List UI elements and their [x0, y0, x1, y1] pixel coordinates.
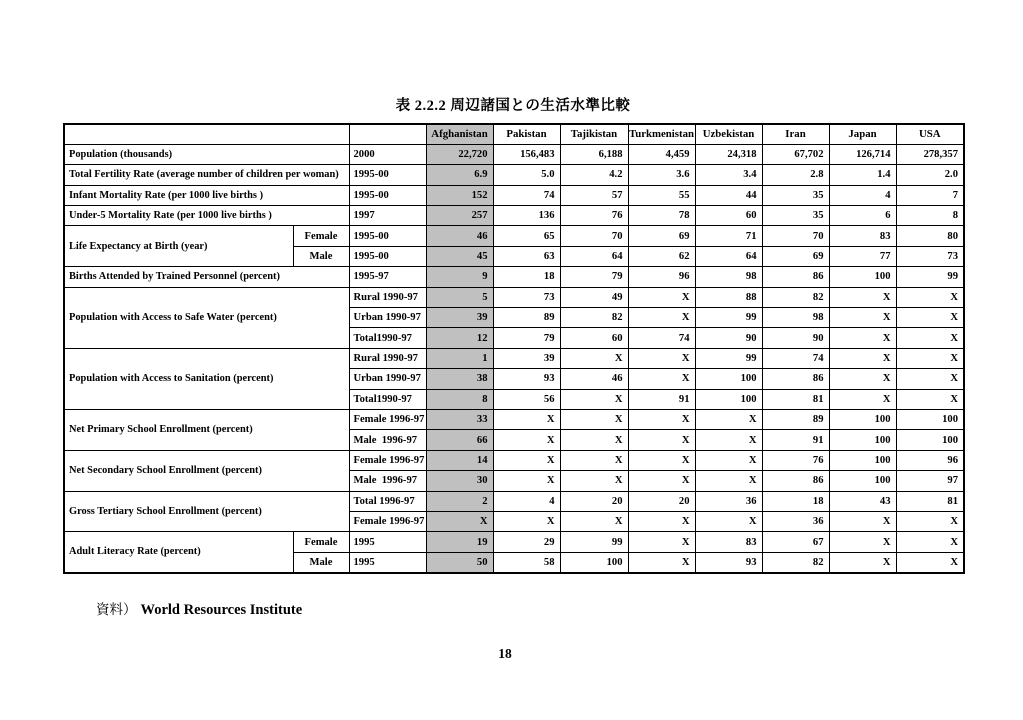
period-cell: Female 1996-97 — [349, 450, 426, 470]
value-cell-japan: 100 — [829, 450, 896, 470]
value-cell-uzbekistan: X — [695, 511, 762, 531]
header-empty-indicator-cell — [64, 124, 349, 144]
value-cell-japan: X — [829, 308, 896, 328]
country-header-uzbekistan: Uzbekistan — [695, 124, 762, 144]
value-cell-iran: 98 — [762, 308, 829, 328]
value-cell-afghanistan: 19 — [426, 532, 493, 552]
table-row — [64, 226, 964, 246]
value-cell-tajikistan: X — [560, 409, 628, 429]
value-cell-uzbekistan: 88 — [695, 287, 762, 307]
value-cell-usa: X — [896, 552, 964, 572]
country-header-usa: USA — [896, 124, 964, 144]
value-cell-tajikistan: 76 — [560, 206, 628, 226]
value-cell-japan: 100 — [829, 267, 896, 287]
indicator-cell: Total Fertility Rate (average number of children per woman) — [64, 165, 349, 185]
value-cell-pakistan: 74 — [493, 185, 560, 205]
value-cell-afghanistan: 152 — [426, 185, 493, 205]
value-cell-uzbekistan: X — [695, 409, 762, 429]
table-row — [64, 267, 964, 287]
value-cell-uzbekistan: 98 — [695, 267, 762, 287]
value-cell-japan: 1.4 — [829, 165, 896, 185]
period-cell: Rural 1990-97 — [349, 348, 426, 368]
value-cell-japan: X — [829, 287, 896, 307]
period-cell: Total 1996-97 — [349, 491, 426, 511]
value-cell-pakistan: X — [493, 430, 560, 450]
value-cell-afghanistan: X — [426, 511, 493, 531]
subcategory-cell: Female — [293, 532, 349, 552]
value-cell-iran: 81 — [762, 389, 829, 409]
value-cell-pakistan: 58 — [493, 552, 560, 572]
table-row — [64, 491, 964, 511]
value-cell-iran: 36 — [762, 511, 829, 531]
value-cell-usa: 81 — [896, 491, 964, 511]
value-cell-uzbekistan: 90 — [695, 328, 762, 348]
value-cell-iran: 35 — [762, 185, 829, 205]
period-cell: Total1990-97 — [349, 328, 426, 348]
value-cell-uzbekistan: X — [695, 471, 762, 491]
value-cell-pakistan: 56 — [493, 389, 560, 409]
value-cell-uzbekistan: X — [695, 450, 762, 470]
subcategory-cell: Male — [293, 246, 349, 266]
country-header-turkmenistan: Turkmenistan — [628, 124, 695, 144]
value-cell-turkmenistan: 74 — [628, 328, 695, 348]
value-cell-tajikistan: 46 — [560, 369, 628, 389]
value-cell-uzbekistan: 44 — [695, 185, 762, 205]
value-cell-usa: 7 — [896, 185, 964, 205]
value-cell-pakistan: 93 — [493, 369, 560, 389]
value-cell-turkmenistan: X — [628, 308, 695, 328]
value-cell-iran: 82 — [762, 552, 829, 572]
value-cell-usa: 2.0 — [896, 165, 964, 185]
period-cell: 1995-00 — [349, 185, 426, 205]
value-cell-usa: 278,357 — [896, 144, 964, 164]
table-header-row — [64, 124, 964, 144]
value-cell-afghanistan: 5 — [426, 287, 493, 307]
source-note — [96, 598, 302, 619]
value-cell-tajikistan: 70 — [560, 226, 628, 246]
value-cell-turkmenistan: 4,459 — [628, 144, 695, 164]
value-cell-japan: X — [829, 511, 896, 531]
value-cell-uzbekistan: 100 — [695, 369, 762, 389]
value-cell-uzbekistan: 64 — [695, 246, 762, 266]
value-cell-uzbekistan: 99 — [695, 348, 762, 368]
value-cell-tajikistan: X — [560, 348, 628, 368]
value-cell-afghanistan: 66 — [426, 430, 493, 450]
value-cell-pakistan: 156,483 — [493, 144, 560, 164]
table-row — [64, 287, 964, 307]
value-cell-japan: 100 — [829, 430, 896, 450]
value-cell-iran: 70 — [762, 226, 829, 246]
value-cell-usa: 80 — [896, 226, 964, 246]
value-cell-tajikistan: X — [560, 511, 628, 531]
value-cell-turkmenistan: X — [628, 511, 695, 531]
value-cell-usa: X — [896, 511, 964, 531]
value-cell-turkmenistan: X — [628, 450, 695, 470]
value-cell-usa: X — [896, 328, 964, 348]
value-cell-japan: X — [829, 532, 896, 552]
value-cell-iran: 89 — [762, 409, 829, 429]
value-cell-uzbekistan: 3.4 — [695, 165, 762, 185]
value-cell-usa: 100 — [896, 430, 964, 450]
value-cell-uzbekistan: 24,318 — [695, 144, 762, 164]
value-cell-usa: X — [896, 369, 964, 389]
table-row — [64, 532, 964, 552]
value-cell-pakistan: 73 — [493, 287, 560, 307]
value-cell-pakistan: 5.0 — [493, 165, 560, 185]
period-cell: 1995 — [349, 532, 426, 552]
value-cell-iran: 67,702 — [762, 144, 829, 164]
value-cell-turkmenistan: 69 — [628, 226, 695, 246]
value-cell-japan: 100 — [829, 471, 896, 491]
subcategory-cell: Male — [293, 552, 349, 572]
value-cell-iran: 69 — [762, 246, 829, 266]
period-cell: 1995-00 — [349, 165, 426, 185]
value-cell-uzbekistan: 83 — [695, 532, 762, 552]
value-cell-afghanistan: 45 — [426, 246, 493, 266]
living-standards-comparison-table — [63, 123, 965, 574]
value-cell-pakistan: 63 — [493, 246, 560, 266]
subcategory-cell: Female — [293, 226, 349, 246]
country-header-iran: Iran — [762, 124, 829, 144]
value-cell-iran: 76 — [762, 450, 829, 470]
value-cell-uzbekistan: 36 — [695, 491, 762, 511]
value-cell-pakistan: 136 — [493, 206, 560, 226]
value-cell-tajikistan: 64 — [560, 246, 628, 266]
value-cell-pakistan: X — [493, 409, 560, 429]
value-cell-iran: 86 — [762, 267, 829, 287]
indicator-cell: Under-5 Mortality Rate (per 1000 live births ) — [64, 206, 349, 226]
table-row — [64, 409, 964, 429]
value-cell-uzbekistan: 71 — [695, 226, 762, 246]
indicator-cell: Infant Mortality Rate (per 1000 live births ) — [64, 185, 349, 205]
value-cell-usa: X — [896, 287, 964, 307]
table-row — [64, 450, 964, 470]
value-cell-iran: 35 — [762, 206, 829, 226]
value-cell-pakistan: 65 — [493, 226, 560, 246]
value-cell-japan: 4 — [829, 185, 896, 205]
value-cell-turkmenistan: X — [628, 369, 695, 389]
value-cell-tajikistan: 82 — [560, 308, 628, 328]
value-cell-afghanistan: 8 — [426, 389, 493, 409]
value-cell-pakistan: X — [493, 450, 560, 470]
value-cell-uzbekistan: 100 — [695, 389, 762, 409]
value-cell-afghanistan: 30 — [426, 471, 493, 491]
value-cell-afghanistan: 2 — [426, 491, 493, 511]
value-cell-japan: X — [829, 552, 896, 572]
value-cell-tajikistan: 57 — [560, 185, 628, 205]
value-cell-japan: 77 — [829, 246, 896, 266]
value-cell-tajikistan: 60 — [560, 328, 628, 348]
period-cell: Urban 1990-97 — [349, 308, 426, 328]
table-row — [64, 206, 964, 226]
indicator-cell: Net Primary School Enrollment (percent) — [64, 409, 349, 450]
value-cell-afghanistan: 1 — [426, 348, 493, 368]
value-cell-turkmenistan: X — [628, 409, 695, 429]
period-cell: 1995-00 — [349, 246, 426, 266]
value-cell-usa: X — [896, 348, 964, 368]
indicator-cell: Net Secondary School Enrollment (percent) — [64, 450, 349, 491]
value-cell-tajikistan: X — [560, 389, 628, 409]
value-cell-afghanistan: 22,720 — [426, 144, 493, 164]
period-cell: Male 1996-97 — [349, 430, 426, 450]
value-cell-afghanistan: 14 — [426, 450, 493, 470]
value-cell-turkmenistan: X — [628, 532, 695, 552]
value-cell-afghanistan: 6.9 — [426, 165, 493, 185]
table-row — [64, 144, 964, 164]
source-prefix-label: 資料） — [96, 602, 137, 617]
value-cell-japan: 126,714 — [829, 144, 896, 164]
period-cell: 1995-97 — [349, 267, 426, 287]
value-cell-pakistan: X — [493, 471, 560, 491]
indicator-cell: Births Attended by Trained Personnel (percent) — [64, 267, 349, 287]
value-cell-turkmenistan: 3.6 — [628, 165, 695, 185]
value-cell-pakistan: 18 — [493, 267, 560, 287]
value-cell-tajikistan: X — [560, 430, 628, 450]
value-cell-tajikistan: X — [560, 471, 628, 491]
value-cell-usa: X — [896, 308, 964, 328]
value-cell-japan: 6 — [829, 206, 896, 226]
value-cell-turkmenistan: 20 — [628, 491, 695, 511]
source-institute-label: World Resources Institute — [140, 602, 303, 618]
table-row — [64, 185, 964, 205]
value-cell-turkmenistan: 78 — [628, 206, 695, 226]
value-cell-iran: 91 — [762, 430, 829, 450]
indicator-cell: Life Expectancy at Birth (year) — [64, 226, 293, 267]
value-cell-pakistan: 89 — [493, 308, 560, 328]
value-cell-iran: 2.8 — [762, 165, 829, 185]
value-cell-iran: 18 — [762, 491, 829, 511]
value-cell-iran: 82 — [762, 287, 829, 307]
period-cell: Urban 1990-97 — [349, 369, 426, 389]
country-header-tajikistan: Tajikistan — [560, 124, 628, 144]
value-cell-japan: X — [829, 369, 896, 389]
period-cell: 1995-00 — [349, 226, 426, 246]
value-cell-japan: 100 — [829, 409, 896, 429]
value-cell-afghanistan: 38 — [426, 369, 493, 389]
indicator-cell: Population with Access to Sanitation (percent) — [64, 348, 349, 409]
value-cell-pakistan: 39 — [493, 348, 560, 368]
value-cell-iran: 74 — [762, 348, 829, 368]
value-cell-tajikistan: 6,188 — [560, 144, 628, 164]
value-cell-iran: 90 — [762, 328, 829, 348]
country-header-afghanistan: Afghanistan — [426, 124, 493, 144]
value-cell-usa: X — [896, 389, 964, 409]
value-cell-tajikistan: 4.2 — [560, 165, 628, 185]
country-header-pakistan: Pakistan — [493, 124, 560, 144]
value-cell-uzbekistan: 93 — [695, 552, 762, 572]
value-cell-uzbekistan: X — [695, 430, 762, 450]
country-header-japan: Japan — [829, 124, 896, 144]
period-cell: 1995 — [349, 552, 426, 572]
value-cell-pakistan: 79 — [493, 328, 560, 348]
indicator-cell: Population (thousands) — [64, 144, 349, 164]
value-cell-usa: X — [896, 532, 964, 552]
value-cell-japan: X — [829, 348, 896, 368]
value-cell-turkmenistan: 55 — [628, 185, 695, 205]
indicator-cell: Population with Access to Safe Water (percent) — [64, 287, 349, 348]
period-cell: 2000 — [349, 144, 426, 164]
value-cell-japan: 83 — [829, 226, 896, 246]
value-cell-pakistan: X — [493, 511, 560, 531]
value-cell-usa: 100 — [896, 409, 964, 429]
period-cell: 1997 — [349, 206, 426, 226]
header-empty-period-cell — [349, 124, 426, 144]
value-cell-usa: 97 — [896, 471, 964, 491]
value-cell-uzbekistan: 99 — [695, 308, 762, 328]
period-cell: Total1990-97 — [349, 389, 426, 409]
value-cell-usa: 8 — [896, 206, 964, 226]
value-cell-usa: 99 — [896, 267, 964, 287]
value-cell-uzbekistan: 60 — [695, 206, 762, 226]
value-cell-pakistan: 4 — [493, 491, 560, 511]
table-title: 表 2.2.2 周辺諸国との生活水準比較 — [395, 98, 631, 114]
value-cell-afghanistan: 46 — [426, 226, 493, 246]
value-cell-tajikistan: 79 — [560, 267, 628, 287]
table-row — [64, 165, 964, 185]
value-cell-afghanistan: 50 — [426, 552, 493, 572]
value-cell-turkmenistan: X — [628, 430, 695, 450]
value-cell-afghanistan: 33 — [426, 409, 493, 429]
value-cell-afghanistan: 257 — [426, 206, 493, 226]
value-cell-turkmenistan: 96 — [628, 267, 695, 287]
value-cell-turkmenistan: X — [628, 471, 695, 491]
indicator-cell: Gross Tertiary School Enrollment (percent) — [64, 491, 349, 532]
value-cell-pakistan: 29 — [493, 532, 560, 552]
value-cell-turkmenistan: 91 — [628, 389, 695, 409]
value-cell-tajikistan: 100 — [560, 552, 628, 572]
value-cell-iran: 67 — [762, 532, 829, 552]
value-cell-tajikistan: 49 — [560, 287, 628, 307]
value-cell-turkmenistan: X — [628, 348, 695, 368]
value-cell-tajikistan: 99 — [560, 532, 628, 552]
value-cell-turkmenistan: 62 — [628, 246, 695, 266]
value-cell-afghanistan: 12 — [426, 328, 493, 348]
value-cell-afghanistan: 39 — [426, 308, 493, 328]
value-cell-tajikistan: 20 — [560, 491, 628, 511]
value-cell-japan: X — [829, 328, 896, 348]
value-cell-turkmenistan: X — [628, 552, 695, 572]
value-cell-afghanistan: 9 — [426, 267, 493, 287]
value-cell-tajikistan: X — [560, 450, 628, 470]
period-cell: Rural 1990-97 — [349, 287, 426, 307]
indicator-cell: Adult Literacy Rate (percent) — [64, 532, 293, 573]
value-cell-turkmenistan: X — [628, 287, 695, 307]
value-cell-iran: 86 — [762, 369, 829, 389]
value-cell-iran: 86 — [762, 471, 829, 491]
period-cell: Female 1996-97 — [349, 511, 426, 531]
value-cell-usa: 73 — [896, 246, 964, 266]
page-number: 18 — [498, 646, 512, 661]
value-cell-japan: X — [829, 389, 896, 409]
value-cell-usa: 96 — [896, 450, 964, 470]
period-cell: Female 1996-97 — [349, 409, 426, 429]
table-row — [64, 348, 964, 368]
value-cell-japan: 43 — [829, 491, 896, 511]
period-cell: Male 1996-97 — [349, 471, 426, 491]
